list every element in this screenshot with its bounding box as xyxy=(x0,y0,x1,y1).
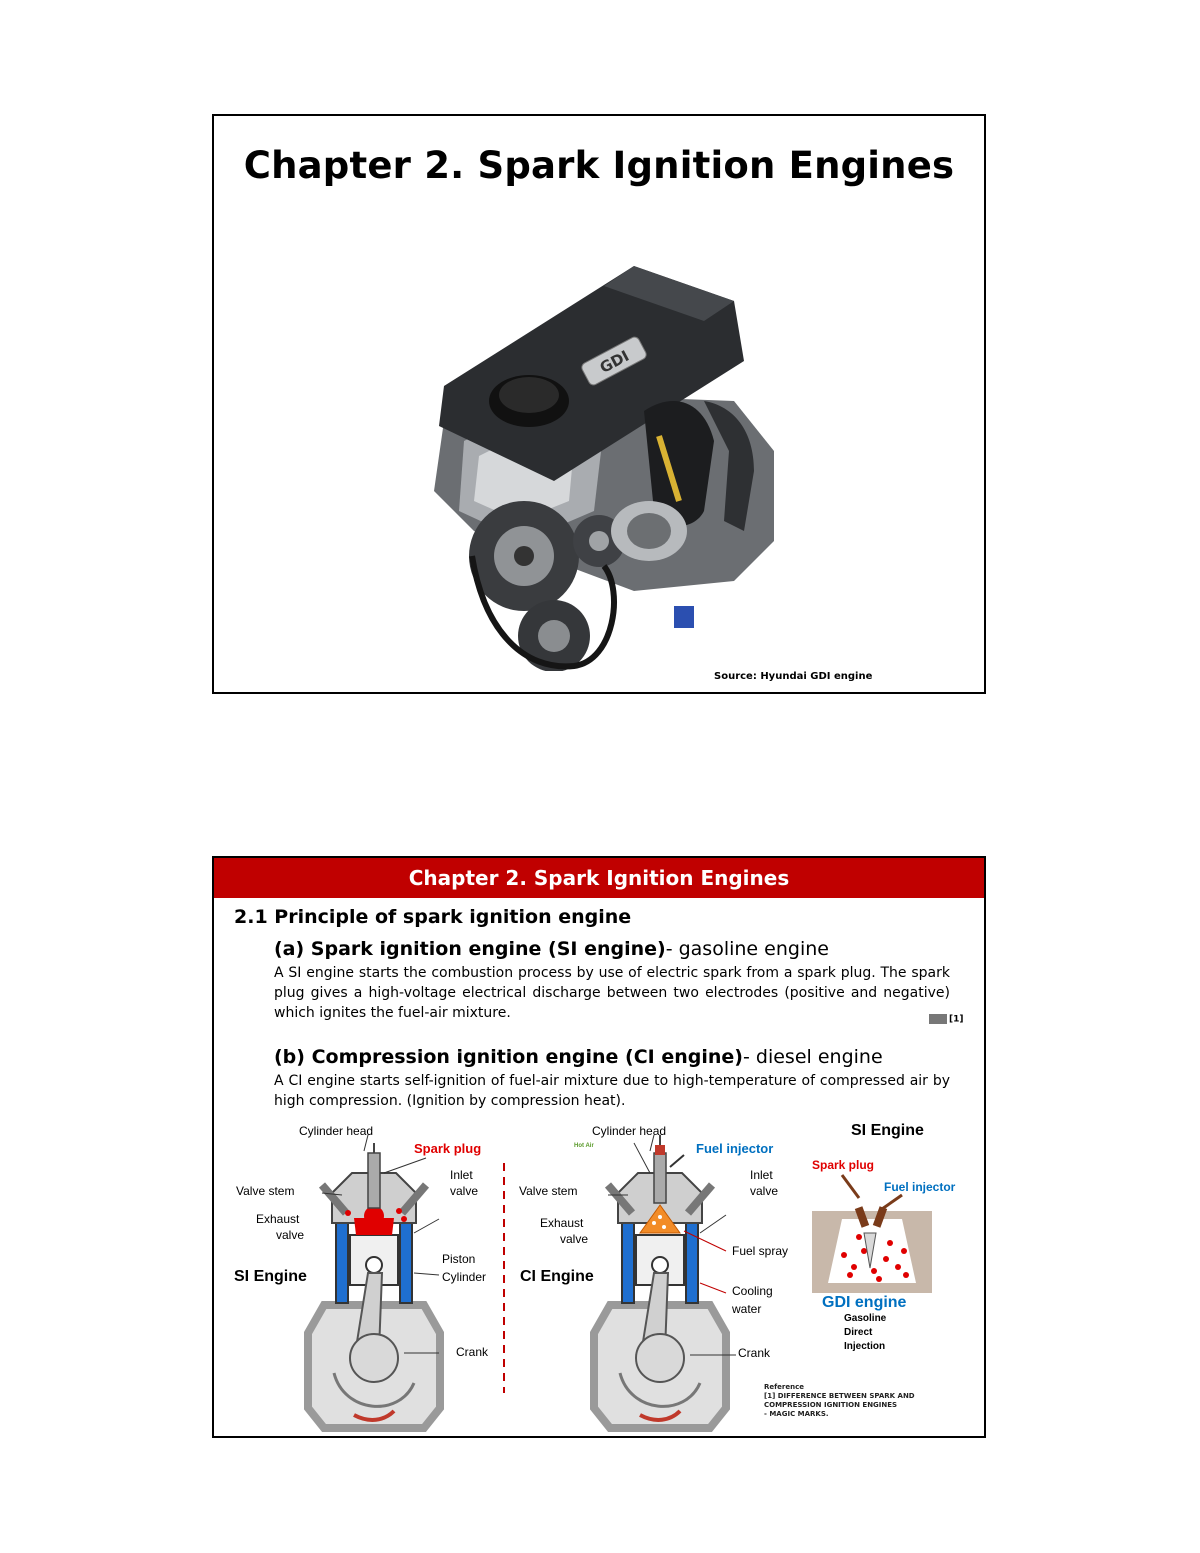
slide-title: Chapter 2. Spark Ignition Engines xyxy=(243,144,955,187)
si-exhaust-label-1: Exhaust xyxy=(256,1212,300,1226)
gdi-badge: GDI xyxy=(596,346,633,377)
gdi-injection-label: Injection xyxy=(844,1341,886,1352)
gdi-spark-plug-label: Spark plug xyxy=(812,1158,875,1172)
gdi-direct-label: Direct xyxy=(844,1327,873,1338)
si-cylinder-head-label: Cylinder head xyxy=(299,1124,374,1138)
ci-engine-diagram xyxy=(519,1124,788,1428)
ci-fuel-spray-label: Fuel spray xyxy=(732,1244,789,1258)
ci-description: A CI engine starts self-ignition of fuel-air mixture due to high-temperature of compressed air by high compression. (Ignition by compression heat). xyxy=(274,1073,950,1109)
reference-marker: [1] xyxy=(929,1014,964,1025)
si-spark-plug-label: Spark plug xyxy=(414,1141,482,1156)
content-slide xyxy=(212,856,986,1438)
gdi-fuel-injector-label: Fuel injector xyxy=(884,1180,956,1194)
engine-photo xyxy=(404,211,824,671)
si-inlet-label-2: valve xyxy=(450,1184,479,1198)
slide-banner-title: Chapter 2. Spark Ignition Engines xyxy=(214,858,984,898)
si-engine-label: SI Engine xyxy=(234,1268,307,1285)
ci-cylinder-head-label: Cylinder head xyxy=(592,1124,667,1138)
ci-exhaust-label-2: valve xyxy=(560,1232,589,1246)
si-valve-stem-label: Valve stem xyxy=(236,1184,295,1198)
ci-exhaust-label-1: Exhaust xyxy=(540,1216,584,1230)
ci-valve-stem-label: Valve stem xyxy=(519,1184,578,1198)
gdi-engine-diagram xyxy=(812,1123,956,1352)
subheading-ci: (b) Compression ignition engine (CI engine)- diesel engine xyxy=(274,1046,883,1068)
si-piston-label: Piston xyxy=(442,1252,476,1266)
si-inlet-label-1: Inlet xyxy=(450,1168,473,1182)
section-heading: 2.1 Principle of spark ignition engine xyxy=(234,906,632,928)
subheading-si: (a) Spark ignition engine (SI engine)- gasoline engine xyxy=(274,938,829,960)
image-source-caption: Source: Hyundai GDI engine xyxy=(714,671,873,682)
si-engine-diagram xyxy=(234,1124,489,1428)
gdi-gasoline-label: Gasoline xyxy=(844,1313,887,1324)
ci-inlet-label-2: valve xyxy=(750,1184,779,1198)
ci-engine-label: CI Engine xyxy=(520,1268,594,1285)
gdi-title-label: SI Engine xyxy=(851,1123,924,1139)
ci-inlet-label-1: Inlet xyxy=(750,1168,773,1182)
ci-cooling-label-2: water xyxy=(732,1302,762,1316)
reference-note: Reference [1] DIFFERENCE BETWEEN SPARK AND COMPRESSION IGNITION ENGINES - MAGIC MARKS. xyxy=(764,1383,915,1418)
title-slide xyxy=(212,114,986,694)
si-exhaust-label-2: valve xyxy=(276,1228,305,1242)
reference-icon xyxy=(929,1014,947,1024)
si-cylinder-label: Cylinder xyxy=(442,1270,487,1284)
ci-fuel-injector-label: Fuel injector xyxy=(696,1141,774,1156)
si-crank-label: Crank xyxy=(456,1345,489,1359)
si-description: A SI engine starts the combustion process by use of electric spark from a spark plug. The spark plug gives a high-voltage electrical discharge between two electrodes (positive and negative) which ignites the fuel-air mixture. xyxy=(274,965,950,1021)
gdi-engine-label: GDI engine xyxy=(822,1294,907,1311)
ci-small-green-label: Hot Air xyxy=(574,1143,594,1149)
ci-cooling-label-1: Cooling xyxy=(732,1284,773,1298)
ci-crank-label: Crank xyxy=(738,1346,771,1360)
